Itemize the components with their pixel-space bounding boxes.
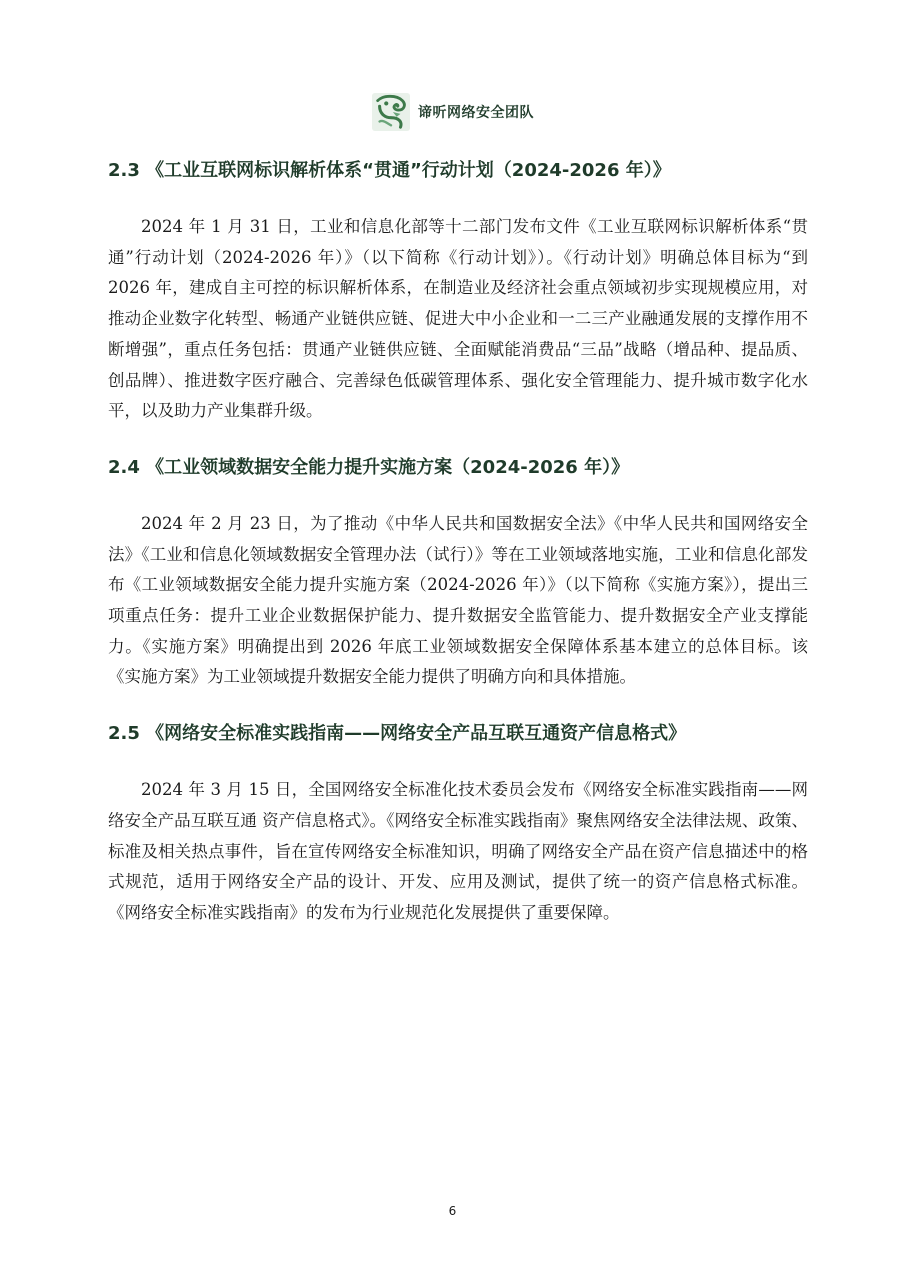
team-name: 谛听网络安全团队 [418, 105, 534, 121]
section-paragraph-2-4: 2024 年 2 月 23 日，为了推动《中华人民共和国数据安全法》《中华人民共和国网络安全法》《工业和信息化领域数据安全管理办法（试行）》等在工业领域落地实施，工业和信息化部发布《工业领域数据安全能力提升实施方案（2024-2026 年）》（以下简称《实施方案》），提出三项重点任务：提升工业企业数据保护能力、提升数据安全监管能力、提升数据安全产业支撑能力。《实施方案》明确提出到 2026 年底工业领域数据安全保障体系基本建立的总体目标。该《实施方案》为工业领域提升数据安全能力提供了明确方向和具体措施。 [108, 513, 808, 687]
page-number: 6 [448, 1204, 457, 1218]
section-title-2-4: 2.4 《工业领域数据安全能力提升实施方案（2024-2026 年）》 [108, 456, 630, 478]
page-header [372, 92, 534, 132]
dragon-logo-icon [372, 93, 410, 131]
main-content [108, 150, 808, 929]
section-paragraph-2-3: 2024 年 1 月 31 日，工业和信息化部等十二部门发布文件《工业互联网标识解析体系“贯通”行动计划（2024-2026 年）》（以下简称《行动计划》）。《行动计划》明确总体目标为“到 2026 年，建成自主可控的标识解析体系，在制造业及经济社会重点领域初步实现规模应用，对推动企业数字化转型、畅通产业链供应链、促进大中小企业和一二三产业融通发展的支撑作用不断增强”，重点任务包括：贯通产业链供应链、全面赋能消费品“三品”战略（增品种、提品质、创品牌）、推进数字医疗融合、完善绿色低碳管理体系、强化安全管理能力、提升城市数字化水平，以及助力产业集群升级。 [108, 217, 808, 421]
section-title-2-5: 2.5 《网络安全标准实践指南——网络安全产品互联互通资产信息格式》 [108, 723, 687, 745]
section-paragraph-2-5: 2024 年 3 月 15 日，全国网络安全标准化技术委员会发布《网络安全标准实践指南——网络安全产品互联互通 资产信息格式》。《网络安全标准实践指南》聚焦网络安全法律法规、政策、标准及相关热点事件，旨在宣传网络安全标准知识，明确了网络安全产品在资产信息描述中的格式规范，适用于网络安全产品的设计、开发、应用及测试，提供了统一的资产信息格式标准。《网络安全标准实践指南》的发布为行业规范化发展提供了重要保障。 [108, 780, 808, 922]
section-title-2-3: 2.3 《工业互联网标识解析体系“贯通”行动计划（2024-2026 年）》 [108, 160, 671, 181]
